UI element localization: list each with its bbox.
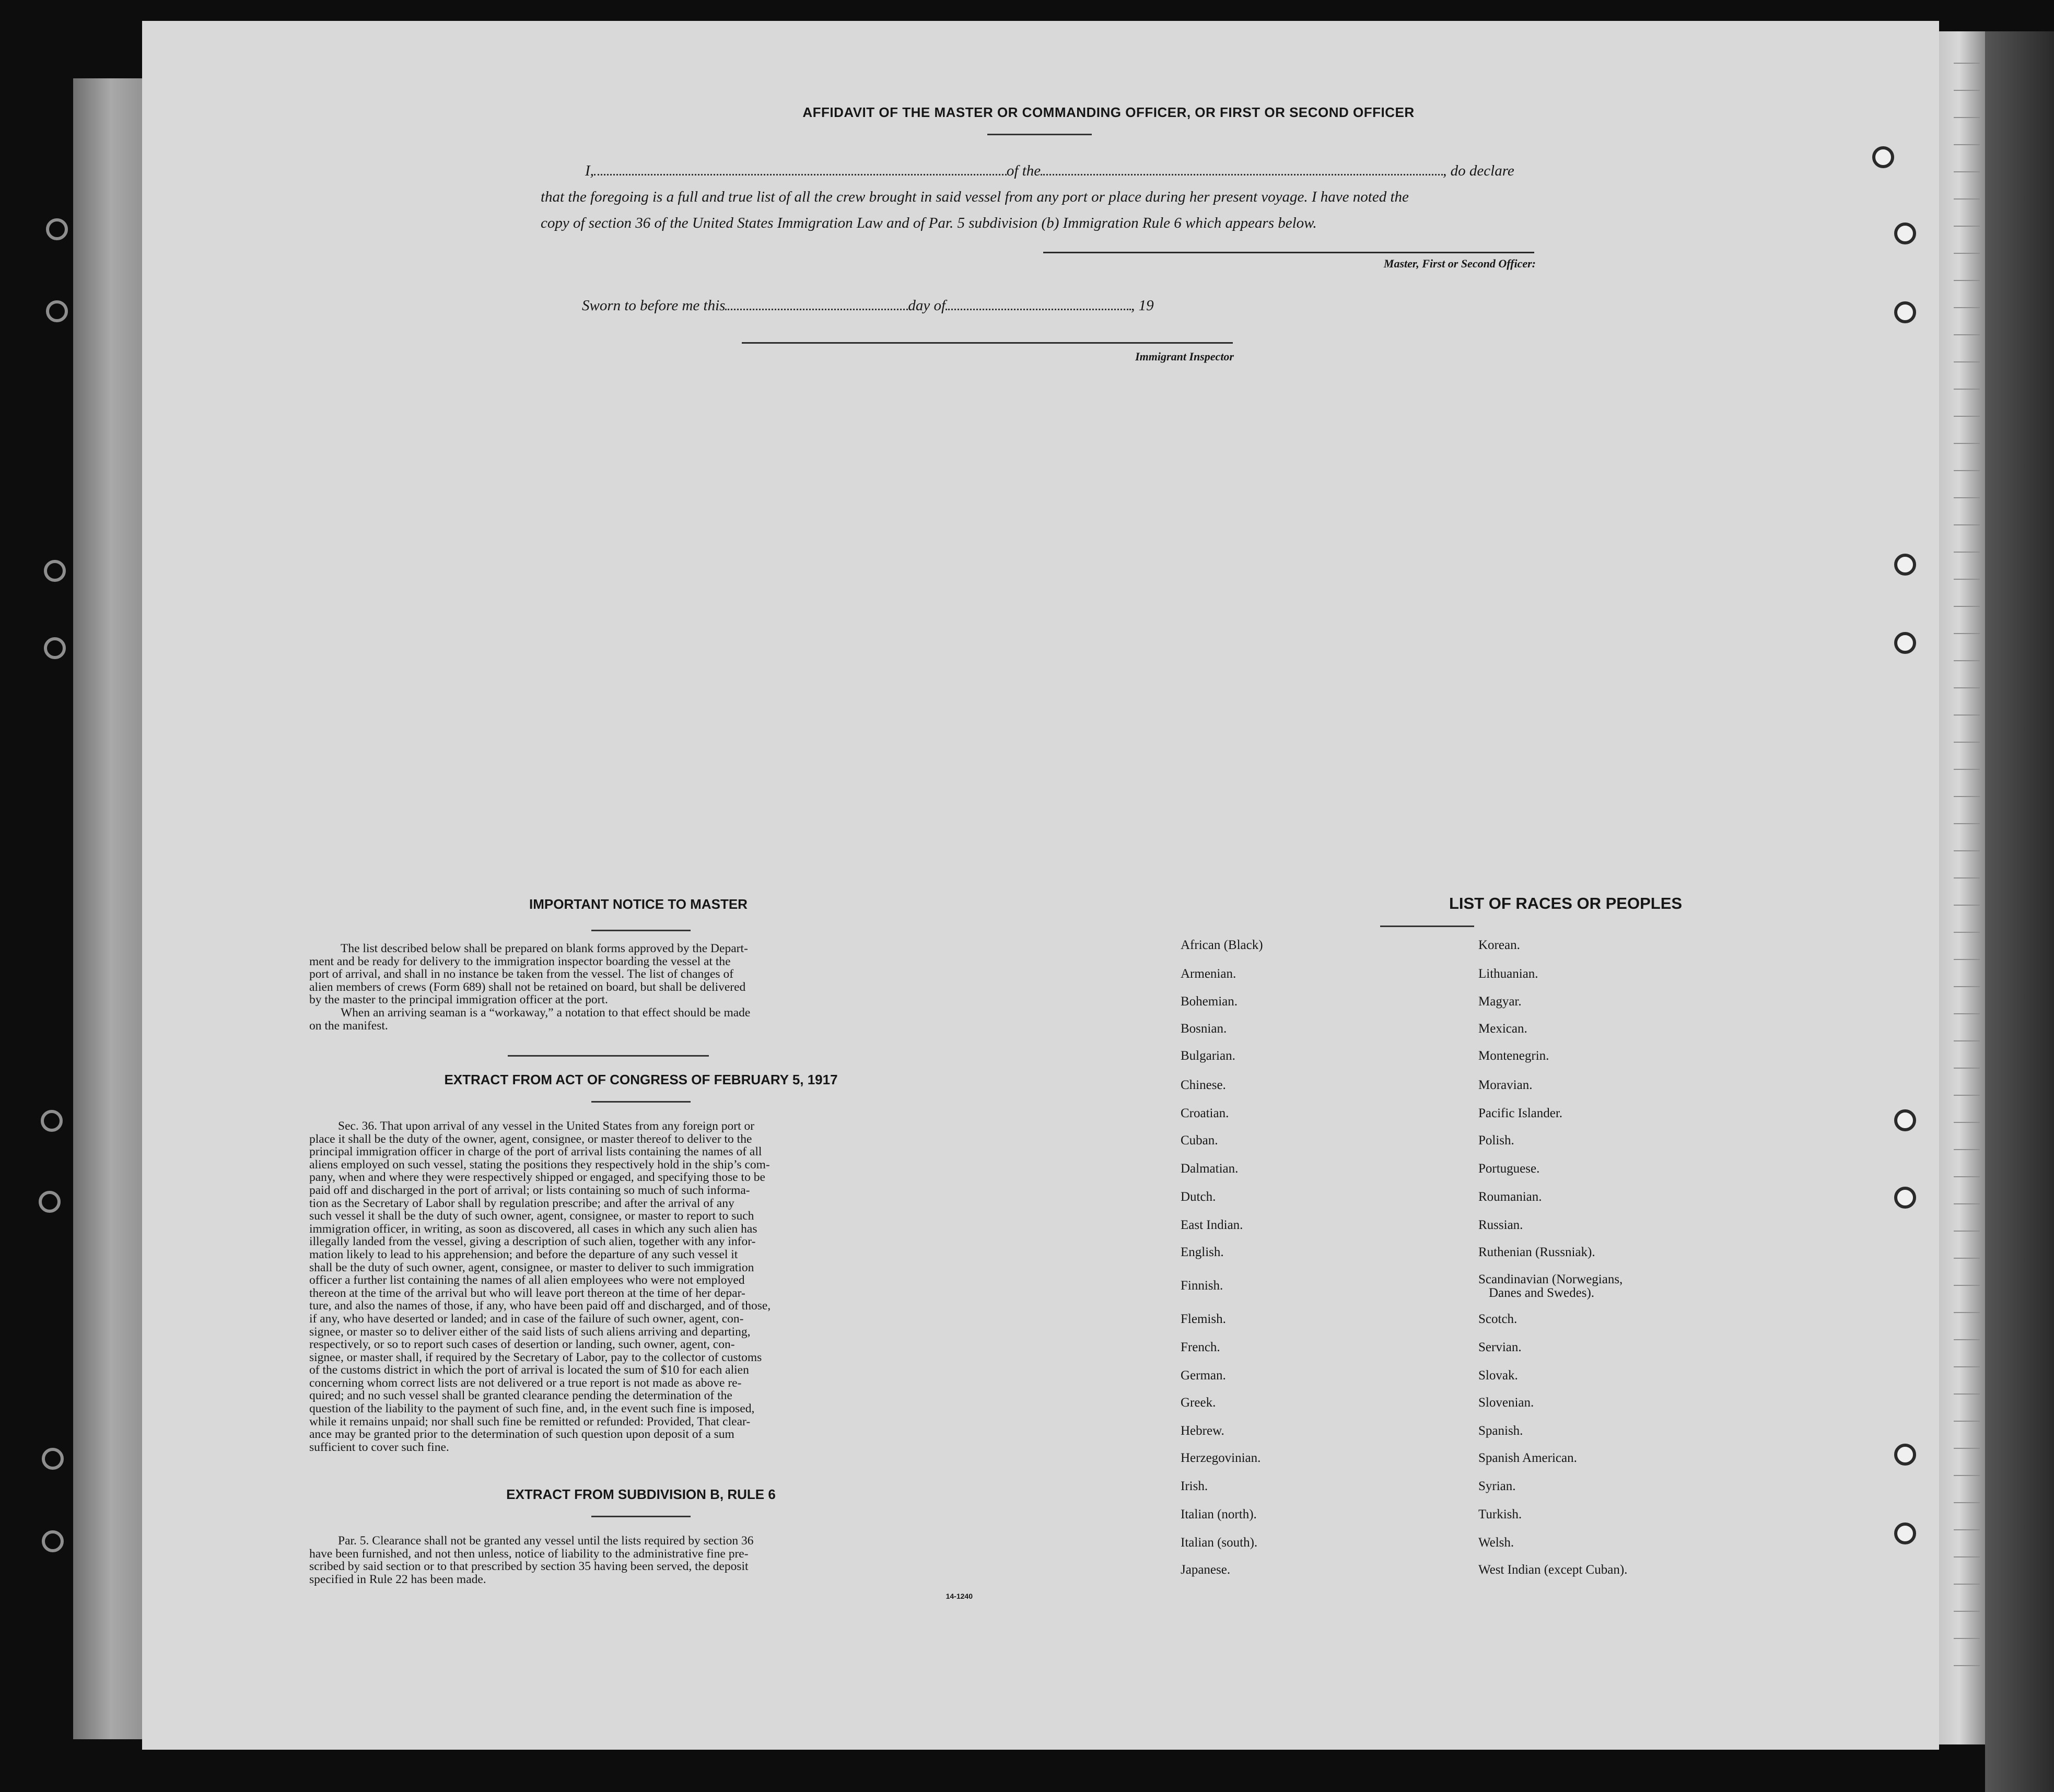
race-item: Turkish. — [1478, 1507, 1522, 1521]
sec36-line: sufficient to cover such fine. — [309, 1440, 449, 1454]
affidavit-title: AFFIDAVIT OF THE MASTER OR COMMANDING OFFICER, OR FIRST OR SECOND OFFICER — [802, 104, 1415, 120]
edge-tick — [1954, 905, 1980, 906]
sec36-line: aliens employed on such vessel, stating the positions they respectively hold in the ship’s com- — [309, 1157, 770, 1172]
race-item: Flemish. — [1181, 1312, 1226, 1326]
par5-paragraph — [309, 1535, 973, 1586]
race-item: Bohemian. — [1181, 994, 1238, 1009]
extract1-title-rule — [591, 1101, 691, 1103]
sec36-line: place it shall be the duty of the owner, agent, consignee, or master thereof to deliver to the — [309, 1132, 752, 1146]
sec36-line: question of the liability to the payment of such fine, and, in the event such fine is imposed, — [309, 1402, 755, 1416]
race-item: Scotch. — [1478, 1312, 1518, 1326]
inspector-signature-line[interactable] — [742, 342, 1233, 344]
name-blank[interactable] — [594, 159, 1007, 175]
edge-tick — [1954, 1584, 1980, 1585]
edge-tick — [1954, 1366, 1980, 1367]
sec36-line: while it remains unpaid; nor shall such fine be remitted or refunded: Provided, That clear- — [309, 1414, 751, 1428]
section-36-paragraph — [309, 1120, 973, 1454]
sec36-line: concerning whom correct lists are not delivered or a true report is not made as above re- — [309, 1376, 742, 1390]
edge-tick — [1954, 1258, 1980, 1259]
edge-tick — [1954, 959, 1980, 960]
edge-tick — [1954, 416, 1980, 417]
race-item: Irish. — [1181, 1479, 1208, 1493]
binder-hole — [41, 1110, 63, 1132]
binder-hole — [44, 560, 66, 582]
sec36-line: such vessel it shall be the duty of such owner, agent, consignee, or master to report to such — [309, 1209, 754, 1223]
form-number: 14-1240 — [946, 1592, 973, 1600]
binder-hole — [42, 1530, 64, 1552]
edge-tick — [1954, 986, 1980, 987]
edge-tick — [1954, 307, 1980, 308]
edge-tick — [1954, 660, 1980, 661]
par5-line: specified in Rule 22 has been made. — [309, 1572, 486, 1586]
edge-tick — [1954, 1176, 1980, 1177]
declaration-line-3: copy of section 36 of the United States Immigration Law and of Par. 5 subdivision (b) Immigration Rule 6 which appears below. — [541, 215, 1317, 231]
document-page — [142, 21, 1939, 1750]
edge-tick — [1954, 606, 1980, 607]
notice-title-rule — [591, 930, 691, 931]
edge-tick — [1954, 1095, 1980, 1096]
sec36-line: ture, and also the names of those, if any, who have been paid off and discharged, and of those, — [309, 1299, 771, 1313]
edge-tick — [1954, 769, 1980, 770]
edge-tick — [1954, 497, 1980, 498]
edge-tick — [1954, 633, 1980, 634]
master-caption: Master, First or Second Officer: — [1383, 257, 1536, 270]
edge-tick — [1954, 823, 1980, 824]
races-title: LIST OF RACES OR PEOPLES — [1449, 894, 1683, 912]
edge-tick — [1954, 253, 1980, 254]
binder-hole — [1894, 554, 1916, 576]
edge-tick — [1954, 1122, 1980, 1123]
sec36-line: respectively, or so to report such cases of desertion or landing, such owner, agent, con- — [309, 1338, 735, 1352]
binder-hole — [1894, 222, 1916, 244]
edge-tick — [1954, 1149, 1980, 1150]
race-item: Polish. — [1478, 1133, 1514, 1147]
edge-tick — [1954, 1231, 1980, 1232]
declare-prefix: I, — [585, 162, 594, 179]
race-item: Herzegovinian. — [1181, 1451, 1261, 1465]
binder-hole — [39, 1191, 61, 1213]
sec36-line: officer a further list containing the names of all alien employees who were not employed — [309, 1273, 745, 1287]
race-item: Pacific Islander. — [1478, 1106, 1563, 1120]
edge-tick — [1954, 1421, 1980, 1422]
edge-tick — [1954, 1203, 1980, 1204]
declare-suffix: , do declare — [1443, 162, 1514, 179]
race-item: West Indian (except Cuban). — [1478, 1563, 1628, 1577]
binder-hole — [1894, 1187, 1916, 1209]
notice-title: IMPORTANT NOTICE TO MASTER — [529, 896, 748, 912]
edge-tick — [1954, 198, 1980, 200]
race-item: Slovenian. — [1478, 1396, 1534, 1410]
sec36-line: tion as the Secretary of Labor shall by regulation prescribe; and after the arrival of any — [309, 1196, 734, 1210]
sec36-line: signee, or master shall, if required by the Secretary of Labor, pay to the collector of customs — [309, 1350, 762, 1364]
declare-of-the: of the — [1006, 162, 1041, 179]
edge-tick — [1954, 470, 1980, 471]
edge-tick — [1954, 90, 1980, 91]
edge-tick — [1954, 1665, 1980, 1666]
edge-tick — [1954, 1285, 1980, 1286]
edge-tick — [1954, 1556, 1980, 1557]
edge-tick — [1954, 524, 1980, 525]
binder-hole — [44, 637, 66, 659]
edge-tick — [1954, 1611, 1980, 1612]
race-item: Armenian. — [1181, 967, 1236, 981]
right-shadow-edge — [1985, 31, 2054, 1792]
sec36-line: paid off and discharged in the port of arrival; or lists containing so much of such informa- — [309, 1183, 750, 1197]
race-item: English. — [1181, 1245, 1224, 1259]
edge-tick — [1954, 796, 1980, 797]
sec36-line: illegally landed from the vessel, giving a description of such alien, together with any infor- — [309, 1235, 756, 1249]
edge-tick — [1954, 443, 1980, 444]
edge-tick — [1954, 687, 1980, 688]
race-item: French. — [1181, 1340, 1220, 1354]
binder-hole — [46, 218, 68, 240]
sec36-line: signee, or master so to deliver either of the said lists of such aliens arriving and departing, — [309, 1325, 751, 1339]
races-title-rule — [1380, 926, 1474, 927]
sworn-prefix: Sworn to before me this — [582, 297, 726, 314]
race-item: Moravian. — [1478, 1078, 1533, 1092]
sec36-line: shall be the duty of such owner, agent, consignee, or master to deliver to such immigration — [309, 1260, 754, 1274]
notice-line: The list described below shall be prepared on blank forms approved by the Depart- — [341, 942, 748, 955]
notice-line: When an arriving seaman is a “workaway,” a notation to that effect should be made — [341, 1005, 751, 1020]
sec36-line: quired; and no such vessel shall be granted clearance pending the determination of the — [309, 1389, 732, 1403]
race-item: Croatian. — [1181, 1106, 1229, 1120]
sec36-line: pany, when and where they were respectively shipped or engaged, and specifying those to be — [309, 1170, 765, 1185]
edge-tick — [1954, 1502, 1980, 1503]
race-item: German. — [1181, 1368, 1226, 1383]
declaration-line-2: that the foregoing is a full and true list of all the crew brought in said vessel from any port or place during her present voyage. I have noted the — [541, 189, 1409, 205]
edge-tick — [1954, 1068, 1980, 1069]
vessel-blank[interactable] — [1041, 159, 1443, 175]
extract2-title-rule — [591, 1516, 691, 1517]
extract2-title: EXTRACT FROM SUBDIVISION B, RULE 6 — [506, 1486, 776, 1502]
race-item: Syrian. — [1478, 1479, 1516, 1493]
sec36-line: ance may be granted prior to the determination of such question upon deposit of a sum — [309, 1427, 734, 1442]
edge-tick — [1954, 1013, 1980, 1014]
declaration-line-1 — [585, 158, 1682, 184]
edge-tick — [1954, 361, 1980, 362]
race-item: Italian (south). — [1181, 1536, 1258, 1550]
race-item: Italian (north). — [1181, 1507, 1257, 1521]
race-item: Hebrew. — [1181, 1424, 1224, 1438]
master-signature-line[interactable] — [1043, 252, 1534, 253]
race-item: Magyar. — [1478, 994, 1522, 1009]
race-item: Spanish. — [1478, 1424, 1523, 1438]
edge-tick — [1954, 1339, 1980, 1340]
sec36-line: immigration officer, in writing, as soon as discovered, all cases in which any such alien has — [309, 1222, 757, 1236]
binder-hole — [1894, 1444, 1916, 1466]
notice-paragraph — [309, 942, 973, 1032]
binder-hole — [42, 1448, 64, 1470]
notice-line: by the master to the principal immigration officer at the port. — [309, 993, 608, 1007]
race-item: Roumanian. — [1478, 1190, 1542, 1204]
sec36-line: of the customs district in which the port of arrival is located the sum of $10 for each alien — [309, 1363, 749, 1377]
sec36-line: Sec. 36. That upon arrival of any vessel in the United States from any foreign port or — [338, 1119, 755, 1133]
edge-tick — [1954, 226, 1980, 227]
sec36-line: principal immigration officer in charge of the port of arrival lists containing the names of all — [309, 1145, 762, 1159]
race-item: African (Black) — [1181, 938, 1263, 952]
race-item: Mexican. — [1478, 1022, 1527, 1036]
sworn-date-blank[interactable] — [725, 294, 908, 310]
race-item: Greek. — [1181, 1396, 1216, 1410]
edge-tick — [1954, 1393, 1980, 1395]
edge-tick — [1954, 1448, 1980, 1449]
binder-hole — [46, 300, 68, 322]
binder-hole — [1894, 632, 1916, 654]
race-item: Korean. — [1478, 938, 1520, 952]
sworn-year: , 19 — [1131, 297, 1154, 314]
edge-tick — [1954, 715, 1980, 716]
edge-tick — [1954, 334, 1980, 335]
edge-tick — [1954, 1040, 1980, 1041]
binder-hole — [1894, 1109, 1916, 1131]
race-item: Bulgarian. — [1181, 1049, 1235, 1063]
binder-hole — [1894, 1522, 1916, 1544]
edge-tick — [1954, 552, 1980, 553]
par5-line: Par. 5. Clearance shall not be granted any vessel until the lists required by section 36 — [338, 1534, 754, 1548]
edge-tick — [1954, 850, 1980, 851]
sec36-line: thereon at the time of the arrival but who will leave port thereon at the time of her depar- — [309, 1286, 745, 1300]
sec36-line: mation likely to lead to his apprehension; and before the departure of any such vessel it — [309, 1247, 738, 1261]
notice-line: on the manifest. — [309, 1018, 388, 1033]
par5-line: have been furnished, and not then unless, notice of liability to the administrative fine pre- — [309, 1547, 749, 1561]
edge-tick — [1954, 1638, 1980, 1639]
race-item: Chinese. — [1181, 1078, 1226, 1092]
edge-tick — [1954, 1529, 1980, 1530]
race-item: Finnish. — [1181, 1279, 1223, 1293]
inspector-caption: Immigrant Inspector — [1135, 350, 1234, 363]
edge-tick — [1954, 1475, 1980, 1476]
race-item: Dutch. — [1181, 1190, 1216, 1204]
notice-line: port of arrival, and shall in no instance be taken from the vessel. The list of changes of — [309, 967, 734, 981]
race-item: Japanese. — [1181, 1563, 1231, 1577]
edge-tick — [1954, 579, 1980, 580]
par5-line: scribed by said section or to that prescribed by section 35 having been served, the deposit — [309, 1560, 749, 1574]
race-item: Bosnian. — [1181, 1022, 1227, 1036]
notice-divider — [508, 1055, 709, 1057]
race-item: Montenegrin. — [1478, 1049, 1549, 1063]
race-item: Slovak. — [1478, 1368, 1518, 1383]
extract1-title: EXTRACT FROM ACT OF CONGRESS OF FEBRUARY 5, 1917 — [444, 1072, 838, 1087]
edge-tick — [1954, 932, 1980, 933]
edge-tick — [1954, 63, 1980, 64]
edge-tick — [1954, 1312, 1980, 1313]
race-item: Cuban. — [1181, 1133, 1218, 1147]
sworn-day-of: day of — [908, 297, 946, 314]
race-item: Russian. — [1478, 1218, 1523, 1232]
notice-line: alien members of crews (Form 689) shall not be retained on board, but shall be delivered — [309, 980, 746, 994]
race-item: Spanish American. — [1478, 1451, 1577, 1465]
affidavit-title-rule — [987, 134, 1092, 135]
race-item: Servian. — [1478, 1340, 1522, 1354]
binder-hole — [1872, 146, 1894, 168]
edge-tick — [1954, 171, 1980, 172]
binder-hole — [1894, 301, 1916, 323]
race-item: Ruthenian (Russniak). — [1478, 1245, 1595, 1259]
race-item: East Indian. — [1181, 1218, 1243, 1232]
race-item: Scandinavian (Norwegians, — [1478, 1272, 1623, 1286]
race-item: Dalmatian. — [1181, 1162, 1239, 1176]
edge-tick — [1954, 117, 1980, 118]
edge-tick — [1954, 389, 1980, 390]
edge-tick — [1954, 280, 1980, 281]
edge-tick — [1954, 144, 1980, 145]
sworn-month-blank[interactable] — [946, 294, 1131, 310]
notice-line: ment and be ready for delivery to the immigration inspector boarding the vessel at the — [309, 954, 731, 968]
race-item: Lithuanian. — [1478, 967, 1538, 981]
edge-tick — [1954, 877, 1980, 879]
race-item: Danes and Swedes). — [1489, 1286, 1595, 1300]
edge-tick — [1954, 742, 1980, 743]
sec36-line: if any, who have deserted or landed; and in case of the failure of such owner, agent, con- — [309, 1311, 744, 1326]
race-item: Portuguese. — [1478, 1162, 1540, 1176]
sworn-line — [582, 292, 1261, 319]
race-item: Welsh. — [1478, 1536, 1514, 1550]
